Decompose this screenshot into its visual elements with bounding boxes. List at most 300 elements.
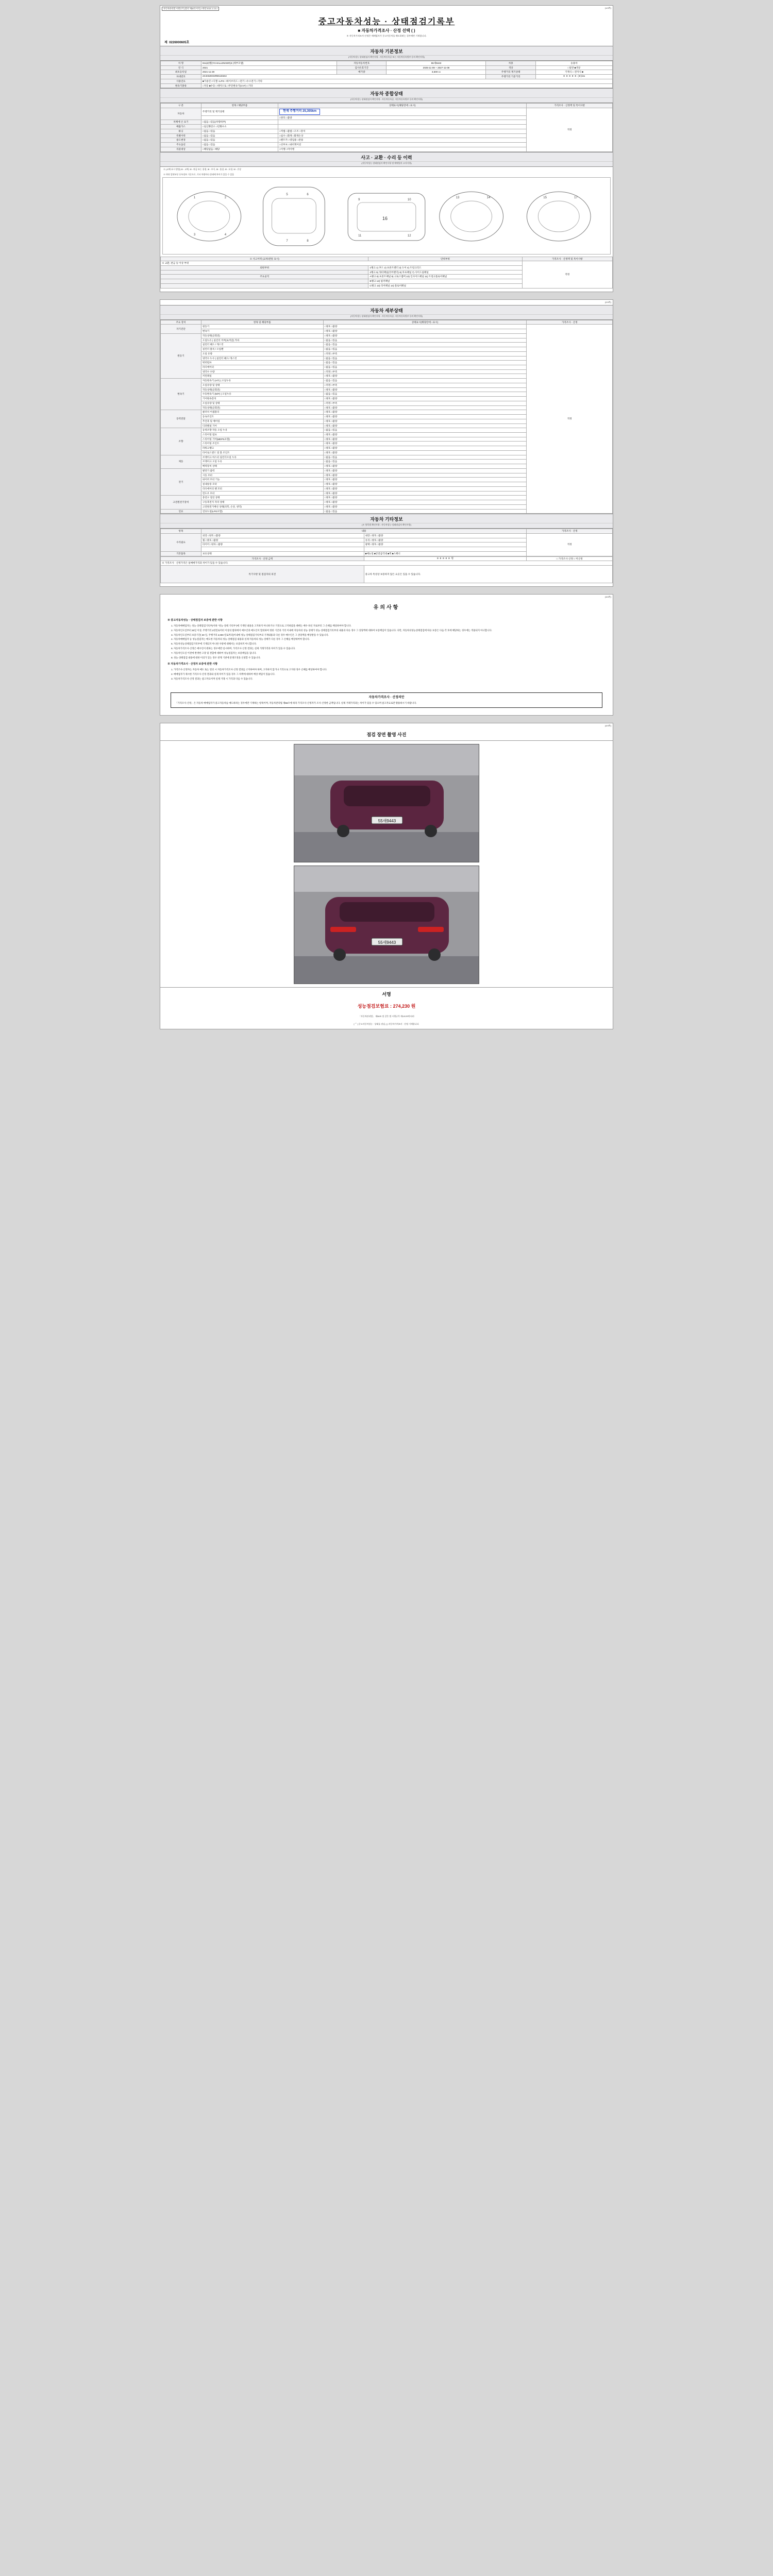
acc-row-4-v [368, 283, 522, 288]
photo-front [294, 744, 479, 862]
svg-text:15: 15 [543, 196, 547, 199]
acc-row-0-n: 1랭크 [369, 266, 376, 269]
row-state-7[interactable]: □선루프 □내비게이션 [278, 143, 527, 147]
detail-item-6-3: 실내송풍 모터 [201, 482, 323, 487]
detail-state-1-0[interactable]: □양호 □불량 [323, 333, 527, 338]
row-state-1[interactable]: □양호 □불량 [278, 115, 527, 120]
detail-item-4-0: 동력조향 작동 오일 누유 [201, 428, 323, 433]
detail-table-body [161, 325, 613, 514]
fee-row [160, 1001, 613, 1013]
detail-item-1-3: 실린더 블록 / 오일팬 [201, 347, 323, 352]
detail-item-1-7: 라디에이터 [201, 365, 323, 370]
svg-text:4: 4 [224, 233, 227, 236]
detail-group-4: 조향 [161, 428, 201, 455]
acc-row-2-v [368, 275, 522, 279]
doc-no-label: 제 [164, 41, 167, 44]
svg-text:13: 13 [456, 196, 460, 199]
page-title: 중고자동차성능 · 상태점검기록부 [318, 18, 455, 26]
footer-line-1: 「자동차관리법」 제58조 및 같은 법 시행규칙 제120조에 따라 [358, 1015, 415, 1018]
other-row-4-k: 기본품목 [161, 551, 201, 556]
detail-band-note: (자동차성능·상태점검자 확인사항 : 자동차등록증, 자동차등록원부 등의 확인사항) [160, 315, 613, 320]
page-2 [160, 299, 613, 587]
detail-item-3-0: 클러치 어셈블리 [201, 410, 323, 415]
acc-parts-title: ※ 교환, 판금 등 이상 부위 [161, 261, 523, 266]
detail-state-8-0[interactable]: □없음 □있음 [323, 509, 527, 514]
row-item-4[interactable]: □없음 □있음 [201, 129, 278, 133]
detail-item-6-4: 라디에이터 팬 모터 [201, 486, 323, 491]
other-col-0: 항목 [161, 529, 201, 534]
accident-band-note: (자동차성능·상태점검자 확인사항 및 매매업자 고지사항) [160, 162, 613, 167]
row-state-0[interactable] [278, 108, 527, 116]
detail-state-6-3[interactable]: □양호 □불량 [323, 482, 527, 487]
overall-band-note: (자동차성능·상태점검자 확인사항 : 자동차등록증, 자동차등록원부 등의 확인사항) [160, 98, 613, 103]
table-row [161, 561, 613, 566]
table-row [161, 556, 613, 561]
detail-item-1-5: 냉각수 누수 | 실린더 헤드/ 개스킷 [201, 356, 323, 361]
detail-item-6-1: 시동 모터 [201, 473, 323, 478]
value-gauge: 기계식 □ 전자식 ■ [535, 70, 612, 75]
detail-item-7-0: 충전구 절연 상태 [201, 496, 323, 500]
row-note-0: 적정 [527, 108, 613, 151]
other-col-2: 가격조사 · 산정 [527, 529, 613, 534]
acc-row-1-k [161, 270, 368, 275]
label-fuel: 사용연료 [161, 79, 201, 83]
acc-col-2: 단위부위 [368, 257, 522, 261]
notice-item-0: 1. 자동차매매업자는 성능·상태점검기록부(이하 "성능·상태 기록부")에 기재된 내용을 고지하지 아니하거나 거짓으로 고지하였을 때에는 매수 하신 자로부터 그 손해를 배상하여야 합니다. [174, 624, 606, 628]
row-item-2[interactable]: □없음 □있음(차량하부) [201, 120, 278, 125]
value-year: 2021 [201, 65, 337, 70]
detail-item-1-4: 오일 유량 [201, 351, 323, 356]
table-header-row [161, 529, 613, 534]
detail-item-1-6: 워터펌프 [201, 361, 323, 365]
detail-item-6-5: 윈도우 모터 [201, 491, 323, 496]
label-year: 연 식 [161, 65, 201, 70]
accident-legend-2: ※ 하단 앞면부분 등록정보 기준으로, 기타 차량마다 상태에 차이가 있을 수 있음 [163, 173, 234, 176]
col-item: 항목 / 해당부품 [201, 104, 278, 108]
detail-state-0-0[interactable]: □양호 □불량 [323, 325, 527, 329]
overall-table [160, 103, 613, 151]
detail-group-6: 전기 [161, 468, 201, 495]
valuation-box-body: 「가격조사·산정」은 자동차 매매업자가 중고자동차를 매도하려는 경우에만 기재하는 항목이며, 자동차관리법 제58조에 따라 가격조사·산정자가 조사·산정한 금액입니다. 실제 거래가격과는 차이가 있을 수 있으며 참고자료로만 활용하시기 바랍니다. [175, 701, 417, 704]
row-state-3[interactable] [278, 125, 527, 129]
photo-front-svg [294, 744, 479, 862]
value-car-name: 911(Z)벨(YCHALLENGER)3 (세부모델) [201, 61, 337, 66]
detail-state-7-0[interactable]: □양호 □불량 [323, 496, 527, 500]
other-col-1: 내용 [201, 529, 526, 534]
acc-row-1-v [368, 270, 522, 275]
car-diagram-svg [163, 178, 610, 255]
svg-text:6: 6 [307, 193, 309, 196]
detail-item-6-0: 발전기 출력 [201, 468, 323, 473]
doc-no: 0226000605호 [169, 41, 190, 44]
detail-item-7-2: 고전원전기배선 상태(피복, 손상, 냉각) [201, 504, 323, 509]
fee-value: 274,230 원 [393, 1004, 416, 1009]
value-insp-valid: 2025-11-09 ~ 2027-11-08 [386, 65, 486, 70]
table-row [161, 261, 613, 266]
row-item-6[interactable]: □없음 □있음 [201, 138, 278, 143]
detail-state-4-5[interactable]: □양호 □불량 [323, 450, 527, 455]
detail-item-5-0: 브레이크 마스터 실린더오일 누유 [201, 455, 323, 460]
row-group-5: 특별이력 [161, 133, 201, 138]
footer-line-2: [ ᄃ ] 중고자동차성능 · 상태를 점검, [ ] 자동차가격조사 · 산정 기재합니다. [354, 1023, 419, 1026]
detail-group-7: 고전원전기장치 [161, 496, 201, 509]
basic-band-note: (자동차성능·상태점검자 확인사항 : 자동차등록증 또는 자동차등록원부 등의 확인사항) [160, 56, 613, 61]
total-table [160, 556, 613, 583]
table-row [161, 108, 613, 116]
detail-state-4-3[interactable]: □양호 □불량 [323, 442, 527, 446]
notice2-item-1: 2. 매매업자가 제시한 가격조사·산정 결과와 실제 차이가 있을 경우 그 차액에 대하여 배상 책임이 있습니다. [174, 673, 606, 676]
other-band-note: (※ 항목별 확인사항 : 자동차성능·상태점검자 확인사항) [160, 523, 613, 529]
acc-col-1: ※ 사고이력 (교차/관통 표시) [161, 257, 368, 261]
other-row-3-a[interactable] [201, 547, 364, 552]
detail-group-1: 원동기 [161, 333, 201, 378]
detail-state-1-3[interactable]: □없음 □있음 [323, 347, 527, 352]
table-row [161, 70, 613, 75]
col-note: 가격조사 · 산정액 및 특이사항 [527, 104, 613, 108]
detail-item-4-3: 스티어링 조인트 [201, 442, 323, 446]
detail-state-6-4[interactable]: □양호 □불량 [323, 486, 527, 491]
accident-summary-table [160, 257, 613, 289]
svg-text:10: 10 [407, 198, 411, 201]
other-row-0-k: 수리필요 [161, 533, 201, 551]
row-item-5[interactable]: □없음 □있음 [201, 133, 278, 138]
table-row [161, 65, 613, 70]
acc-row-4-val: 13) 리어패널 14) 플로어패널 [376, 284, 406, 287]
row-group-8: 리콜대상 [161, 147, 201, 151]
detail-item-3-3: 디퍼렌셜 기어 [201, 423, 323, 428]
label-trans: 변속기종류 [161, 83, 201, 88]
value-fuel: ■가솔린 □디젤 □LPG □하이브리드 □전기 □수소전기 □기타 [201, 79, 612, 83]
detail-item-0-0: 원동기 [201, 325, 323, 329]
acc-row-1-n: 2랭크 [369, 270, 376, 274]
detail-state-6-0[interactable]: □양호 □불량 [323, 468, 527, 473]
detail-note: 적정 [527, 325, 613, 514]
table-row [161, 325, 613, 329]
notice-h1: ※ 중고자동차성능 · 상태점검자 보증에 관한 사항 [167, 619, 223, 622]
row-item-1 [201, 115, 278, 120]
detail-item-0-1: 변속기 [201, 329, 323, 334]
other-row-4-a: 보유상태 [201, 551, 364, 556]
plate-text-1: 55새9443 [378, 819, 396, 824]
table-row [161, 75, 613, 79]
page-mark-4: (4/4쪽) [604, 724, 611, 727]
detail-item-2-0: 자동변속기 (A/T) | 오일누유 [201, 379, 323, 383]
table-row [161, 79, 613, 83]
memo-label: 특기사항 및 점검자의 의견 [161, 566, 364, 583]
total-sub: ※ 가격조사 · 산정가격은 실매매가격과 차이가 있을 수 있습니다. [161, 561, 613, 566]
acc-row-0-v [368, 265, 522, 270]
table-header-row [161, 320, 613, 325]
svg-text:1: 1 [193, 196, 196, 199]
row-item-3[interactable]: □일산화탄소 □탄화수소 [201, 125, 278, 129]
other-table [160, 529, 613, 556]
detail-group-8: 연료 [161, 509, 201, 514]
value-mileage-digits: 0 0 0 0 0 (0)km [535, 75, 612, 79]
page-3 [160, 594, 613, 716]
notice-item-6: 7. 자동차인도일 이전에 발생한 고장 및 결함에 대하여 성능점검자는 보증책임을 집니다. [174, 652, 606, 655]
detail-item-1-9: 커먼레일 [201, 374, 323, 379]
photos-band: 점검 장면 촬영 사진 [160, 728, 613, 741]
row-item-8[interactable]: □해당없음 □해당 [201, 147, 278, 151]
detail-item-2-5: 오일유량 및 상태 [201, 401, 323, 405]
detail-col-1: 항목 및 해당부품 [201, 320, 323, 325]
detail-state-6-1[interactable]: □양호 □불량 [323, 473, 527, 478]
detail-item-3-2: 추진축 및 베어링 [201, 419, 323, 423]
notice2-item-2: 3. 자동차가격조사·산정 결과는 참고자료이며 실제 거래 시 가격과 다를 수 있습니다. [174, 677, 606, 681]
detail-state-3-0[interactable]: □양호 □불량 [323, 410, 527, 415]
other-row-2-b[interactable]: 광택 □양호 □불량 [364, 543, 527, 547]
row-group-2: 차체에 손 표기 [161, 120, 201, 125]
svg-text:16: 16 [382, 215, 388, 221]
svg-text:14: 14 [486, 196, 491, 199]
detail-item-2-1: 오일유량 및 상태 [201, 383, 323, 387]
overall-band: 자동차 종합상태 [160, 88, 613, 98]
label-gauge: 주행거리 계기상태 [486, 70, 535, 75]
detail-state-6-2[interactable]: □양호 □불량 [323, 478, 527, 482]
label-insp-valid: 검사유효기간 [337, 65, 386, 70]
detail-item-2-2: 작동상태(공회전) [201, 387, 323, 392]
row-state-4[interactable]: □적법 □불법 □구조 □장치 [278, 129, 527, 133]
detail-state-3-1[interactable]: □양호 □불량 [323, 415, 527, 419]
row-item-0: 주행거리 및 계기상태 [201, 108, 278, 116]
svg-text:2: 2 [224, 196, 227, 199]
detail-state-1-1[interactable]: □없음 □있음 [323, 338, 527, 343]
detail-state-4-4[interactable]: □양호 □불량 [323, 446, 527, 451]
detail-state-3-3[interactable]: □양호 □불량 [323, 423, 527, 428]
detail-state-6-5[interactable]: □양호 □불량 [323, 491, 527, 496]
detail-state-2-4[interactable]: □양호 □불량 [323, 397, 527, 401]
acc-row-3-val: 12) 필러패널 [376, 280, 390, 283]
row-state-8[interactable]: □이행 □미이행 [278, 147, 527, 151]
notice-h2: ※ 자동차가격조사 · 산정자 보증에 관한 사항 [167, 663, 218, 666]
photo-rear-svg [294, 866, 479, 984]
detail-state-0-1[interactable]: □양호 □불량 [323, 329, 527, 334]
page-4 [160, 723, 613, 1029]
notice2-item-0: 1. 가격조사·산정자는 자동차 매도 또는 알선 시 자동차가격조사·산정 결과를 고지하여야 하며, 고지하지 않거나 거짓으로 고지한 경우 손해를 배상하여야 합니다. [174, 668, 606, 672]
value-vin: 2C3CDZC04MH515563 [201, 75, 486, 79]
table-row [161, 533, 613, 538]
basic-info-table [160, 61, 613, 88]
detail-item-1-2: 실린더 헤드 / 개스킷 [201, 343, 323, 347]
detail-state-1-7[interactable]: □없음 □있음 [323, 365, 527, 370]
page-title-note: ※ 자동차가격조사·산정은 매매업자가 중고자동차를 매도하려는 경우에만 기재합니다. [346, 35, 427, 37]
notice-item-4: 5. 자동차성능상태점검기록부에 기재되지 아니한 사항에 대해서는 보증하지 아니합니다. [174, 642, 606, 646]
detail-state-1-4[interactable]: □적정 □부족 [323, 351, 527, 356]
detail-state-4-0[interactable]: □없음 □있음 [323, 428, 527, 433]
memo-value[interactable]: 중고차 특성상 보증하지 않은 요곳은 있을 수 있습니다. [364, 566, 612, 583]
detail-state-2-3[interactable]: □없음 □있음 [323, 392, 527, 397]
acc-row-3-n: B랭크 [369, 280, 376, 283]
row-item-7[interactable]: □없음 □있음 [201, 143, 278, 147]
svg-text:17: 17 [574, 196, 578, 199]
detail-state-5-0[interactable]: □없음 □있음 [323, 455, 527, 460]
accident-band: 사고 · 교환 · 수리 등 이력 [160, 152, 613, 162]
detail-item-1-0: 작동상태(공회전) [201, 333, 323, 338]
detail-state-4-1[interactable]: □양호 □불량 [323, 433, 527, 437]
notice-item-2: 3. 자동차인도일부터 보증기간( 30 일, 주행거리 2,000 킬로미터)이내에 성능·상태점검기록부의 기재내용과 다른 경우 매수인은 그 상당액을 배상받을 수 있습니다. [174, 634, 606, 637]
label-type: 차종 [486, 61, 535, 66]
svg-text:7: 7 [286, 239, 288, 243]
page-subtitle: ■ 자동차가격조사 · 산정 선택 ( ) [358, 28, 415, 33]
acc-row-3-k [161, 279, 368, 284]
row-group-4: 튜닝 [161, 129, 201, 133]
detail-table [160, 320, 613, 514]
svg-text:5: 5 [286, 193, 288, 196]
notice-item-5: 6. 자동차가격조사·산정은 매수인이 원하는 경우에만 실시하며, 가격조사·산정 결과는 실제 거래가격과 차이가 있을 수 있습니다. [174, 647, 606, 651]
notice-list-2 [167, 668, 606, 681]
label-first-reg: 최초등록일 [161, 70, 201, 75]
col-group: 구 분 [161, 104, 201, 108]
notice-item-7: 8. 성능·상태점검 내용에 대한 이의가 있는 경우 관계 기관에 분쟁조정을 신청할 수 있습니다. [174, 656, 606, 660]
detail-state-2-0[interactable]: □없음 □있음 [323, 379, 527, 383]
detail-state-1-8[interactable]: □적정 □부족 [323, 369, 527, 374]
sign-band: 서명 [160, 987, 613, 1001]
detail-group-5: 제동 [161, 455, 201, 468]
detail-state-2-2[interactable]: □양호 □불량 [323, 387, 527, 392]
value-first-reg: 2021-11-29 [201, 70, 337, 75]
detail-state-1-9[interactable]: □양호 □불량 [323, 374, 527, 379]
detail-item-6-2: 와이퍼 모터 기능 [201, 478, 323, 482]
col-state: 상태표시(해당란에 ○표시) [278, 104, 527, 108]
table-row [161, 566, 613, 583]
svg-text:8: 8 [307, 239, 309, 243]
detail-item-1-8: 냉각수 수량 [201, 369, 323, 374]
notice-title: 유의사항 [373, 605, 400, 611]
detail-state-1-5[interactable]: □없음 □있음 [323, 356, 527, 361]
valuation-box-title: 자동차가격조사 · 산정의안 [368, 696, 405, 699]
label-vin: 차대번호 [161, 75, 201, 79]
detail-col-0: 주요 장치 [161, 320, 201, 325]
acc-row-2-k: 주요골격 [161, 275, 368, 279]
detail-state-1-2[interactable]: □없음 □있음 [323, 343, 527, 347]
label-color: 색상 [486, 65, 535, 70]
acc-row-2-val: 8) 프론트패널 9) 크로스멤버 10) 인사이드패널 11) 트렁크플로어패널 [376, 275, 447, 278]
page-mark-2: (2/4쪽) [604, 300, 611, 303]
acc-row-0-k: 외판부위 [161, 265, 368, 270]
detail-state-2-6[interactable]: □양호 □불량 [323, 405, 527, 410]
detail-state-5-2[interactable]: □양호 □불량 [323, 464, 527, 469]
detail-item-4-5: 타이로드엔드 및 볼 조인트 [201, 450, 323, 455]
acc-col-3: 가격조사 · 산정액 및 특이사항 [522, 257, 612, 261]
total-label: 가격조사 · 산정 금액 [161, 556, 364, 561]
acc-row-4-n: C랭크 [369, 284, 376, 287]
table-row [161, 61, 613, 66]
svg-text:11: 11 [358, 234, 362, 238]
detail-item-2-3: 수동변속기 (M/T) | 오일누유 [201, 392, 323, 397]
row-group-3: 배출가스 [161, 125, 201, 129]
detail-state-3-2[interactable]: □양호 □불량 [323, 419, 527, 423]
table-row [161, 83, 613, 88]
value-disp: 3,600 cc [386, 70, 486, 75]
detail-state-4-2[interactable]: □양호 □불량 [323, 437, 527, 442]
acc-row-4-k [161, 283, 368, 288]
row-state-2[interactable] [278, 120, 527, 125]
other-row-2-a[interactable]: 타이어 □양호 □불량 [201, 543, 364, 547]
detail-item-4-2: 스티어링 기어(MDPS포함) [201, 437, 323, 442]
detail-state-1-6[interactable]: □없음 □있음 [323, 361, 527, 365]
row-state-6[interactable]: □렌트카 □영업용 □관용 [278, 138, 527, 143]
valuation-box [171, 692, 602, 708]
svg-text:9: 9 [358, 198, 360, 201]
form-code: 자동차관리법 시행규칙 [별지 제82호서식] <개정 2021.1.13.> [162, 7, 219, 11]
detail-col-3: 가격조사 · 산정 [527, 320, 613, 325]
other-band: 자동차 기타정보 [160, 514, 613, 523]
detail-state-2-5[interactable]: □적정 □부족 [323, 401, 527, 405]
detail-state-7-2[interactable]: □양호 □불량 [323, 504, 527, 509]
detail-state-7-1[interactable]: □양호 □불량 [323, 500, 527, 505]
detail-item-7-1: 구동축전지 격리 상태 [201, 500, 323, 505]
detail-item-3-1: 등속조인트 [201, 415, 323, 419]
row-state-5[interactable]: □침수 □화재 □화재손상 [278, 133, 527, 138]
other-row-3-b[interactable] [364, 547, 527, 552]
detail-col-2: 상태표시(해당란에 ○표시) [323, 320, 527, 325]
row-group-6: 용도변경 [161, 138, 201, 143]
mileage-value: 현재 주행거리 25,355km [279, 109, 320, 115]
page-mark-3: (3/4쪽) [604, 596, 611, 599]
notice-body [160, 614, 613, 689]
acc-row-3-v [368, 279, 522, 284]
other-row-4-b[interactable]: ■매뉴얼 ■안전삼각대 ■잭 ■스패너 [364, 551, 527, 556]
detail-item-4-4: 파워크랭크 [201, 446, 323, 451]
accident-legend-1: ※ (교체 표시 방법) ☒ : 교체, ☒ : 판금 또는 용접, ☒ : 부식, ☒ : 흠집, ☒ : 요철, ☒ : 손상 [163, 167, 241, 171]
detail-item-4-1: 스티어링 펌프 [201, 433, 323, 437]
detail-item-8-0: 연료누설(LPG포함) [201, 509, 323, 514]
value-trans: □자동 ■수동 □세미오토 □무단변속기(CVT) □기타 [201, 83, 612, 88]
value-type: 승용차 [535, 61, 612, 66]
notice-list-1 [167, 624, 606, 660]
other-note: 적정 [527, 533, 613, 556]
label-mileage-digits: 주행거리 기준거리 [486, 75, 535, 79]
label-reg-no: 자동차등록번호 [337, 61, 386, 66]
acc-row-1-val: 5) 쿼터패널(리어펜더) 6) 루프패널 7) 사이드실패널 [376, 270, 429, 274]
plate-text-2: 55새9443 [378, 940, 396, 945]
total-value: 0 0 0 0 0 원 [364, 556, 527, 561]
label-disp: 배기량 [337, 70, 386, 75]
detail-state-5-1[interactable]: □없음 □있음 [323, 460, 527, 464]
detail-item-1-1: 오일누유 | 실린더 커버(로커암) 카바 [201, 338, 323, 343]
row-group-0: 자동차 [161, 108, 201, 120]
acc-note: 적정 [522, 261, 612, 288]
page-mark-1: (1/4쪽) [604, 7, 611, 9]
acc-row-0-val: 1) 후드 2) 프론트펜더 3) 도어 4) 트렁크리드 [376, 266, 422, 269]
page-1 [160, 5, 613, 292]
notice-item-1: 2. 자동차인도일부터 30일 이상, 주행거리 2천킬로미터 이상의 범위에서 매수인과 매도인이 합의하여 정한 기간과 거리 이내에 자동차의 성능·상태가 성능·상태점검기록부의 내용과 다른 경우 그 상당액에 대하여 보증책임이 있습니다. 다만, 자동차의성능상태점검에 따른 보증은 다음 각 호에 해당하는 경우에는 적용되지 아니합니다. [174, 629, 606, 633]
svg-text:3: 3 [193, 233, 196, 236]
basic-band: 자동차 기본정보 [160, 46, 613, 56]
detail-item-2-4: 기어변속장치 [201, 397, 323, 401]
fee-label: 성능점검보험료 : [357, 1004, 392, 1009]
car-diagram [162, 177, 611, 255]
detail-item-2-6: 작동상태(공회전) [201, 405, 323, 410]
table-header-row [161, 104, 613, 108]
detail-group-3: 동력전달 [161, 410, 201, 428]
detail-group-0: 자기진단 [161, 325, 201, 333]
notice-item-3: 4. 자동차매매업자 등 성능점검자는 매도한 자동차의 성능·상태점검 내용과 실제 자동차의 성능·상태가 다른 경우 그 손해를 배상하여야 합니다. [174, 638, 606, 641]
total-extra: □ 가격조사·산정 □ 미산정 [527, 556, 613, 561]
detail-item-5-1: 브레이크 오일 누유 [201, 460, 323, 464]
row-group-7: 주요옵션 [161, 143, 201, 147]
other-row-1-b[interactable]: 유리 □양호 □불량 [364, 538, 527, 543]
other-row-0-b[interactable]: 내장 □양호 □불량 [364, 533, 527, 538]
other-row-0-a[interactable]: 외장 □양호 □불량 [201, 533, 364, 538]
detail-band: 자동차 세부상태 [160, 305, 613, 315]
value-reg-no: 55새9443 [386, 61, 486, 66]
value-color: □일반 ■색상 [535, 65, 612, 70]
other-row-1-a[interactable]: 휠 □양호 □불량 [201, 538, 364, 543]
svg-text:12: 12 [407, 234, 411, 238]
detail-state-2-1[interactable]: □적정 □부족 [323, 383, 527, 387]
label-car-name: 차 명 [161, 61, 201, 66]
